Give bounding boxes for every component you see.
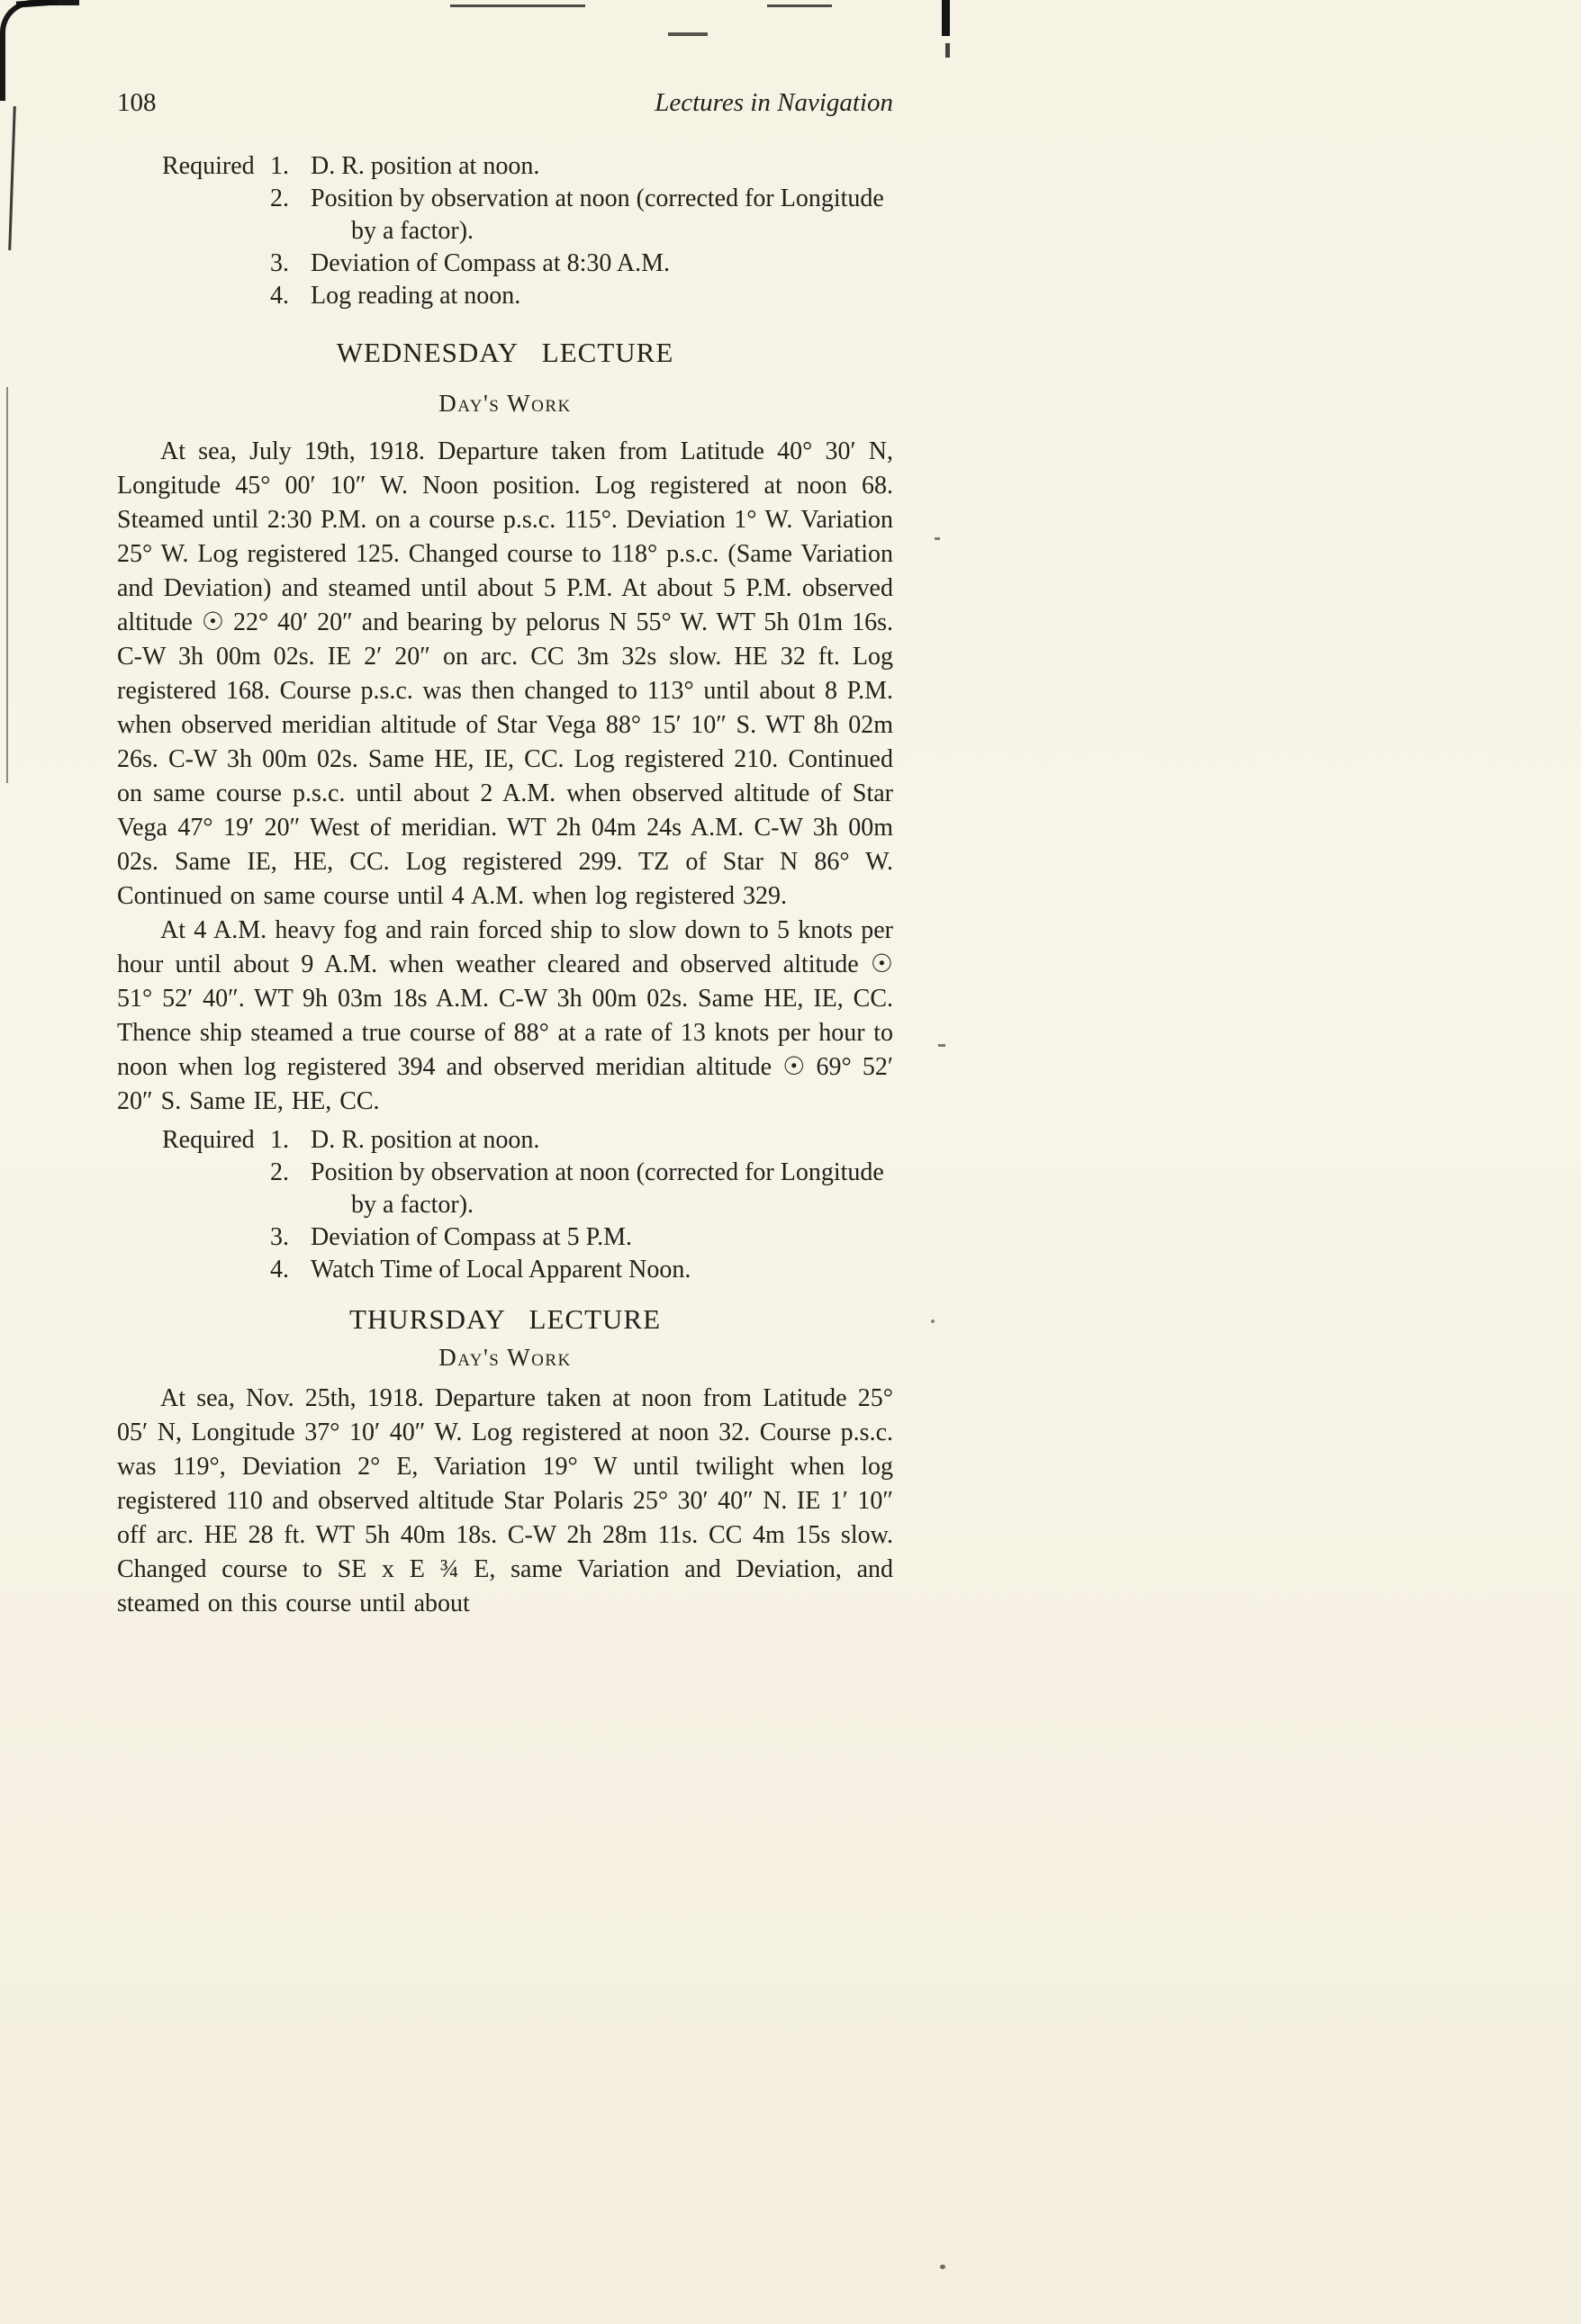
required-item: [270, 1124, 893, 1157]
required-item-number: 3.: [270, 1223, 289, 1251]
required-block-1: [117, 150, 893, 312]
scan-artifact-right-bar: [942, 0, 950, 36]
required-item-text: Watch Time of Local Apparent Noon.: [311, 1256, 691, 1284]
required-label: Required: [162, 152, 255, 180]
required-item-number: 1.: [270, 1126, 289, 1154]
required-item-number: 2.: [270, 185, 289, 212]
required-item: [270, 280, 893, 312]
required-item-text: D. R. position at noon.: [311, 152, 540, 180]
thursday-days-work-subheading: Day's Work: [438, 1344, 572, 1371]
required-item-text: Deviation of Compass at 5 P.M.: [311, 1223, 632, 1251]
running-header-title: Lectures in Navigation: [655, 88, 893, 117]
required-item-number: 4.: [270, 1256, 289, 1284]
scan-artifact-speck: [938, 1044, 945, 1047]
required-block-2: [117, 1124, 893, 1286]
thursday-paragraph-1: At sea, Nov. 25th, 1918. Departure taken at noon from Latitude 25° 05′ N, Longitude 37° 10′ 40″ W. Log registered at noon 32. Course p.s.c. was 119°, Deviation 2° E, Variation 19° W until twilight when log registered 110 and observed altitude Star Polaris 25° 30′ 40″ N. IE 1′ 10″ off arc. HE 28 ft. WT 5h 40m 18s. C-W 2h 28m 11s. CC 4m 15s slow. Changed course to SE x E ¾ E, same Variation and Deviation, and steamed on this course until about: [117, 1384, 893, 1617]
page-number: 108: [117, 88, 157, 117]
scan-artifact-top-dash: [767, 5, 832, 7]
required-item-text: D. R. position at noon.: [311, 1126, 540, 1154]
required-list: [270, 1124, 893, 1286]
page-content: [117, 86, 893, 1621]
scan-artifact-left-line: [8, 106, 16, 250]
scan-artifact-speck: [940, 2265, 945, 2269]
scan-artifact-corner: [0, 0, 79, 101]
required-item-text: Position by observation at noon (corrected for Longitude by a factor).: [311, 1158, 884, 1219]
required-item-number: 2.: [270, 1158, 289, 1186]
required-item: [270, 1157, 893, 1221]
required-label: Required: [162, 1126, 255, 1154]
required-list: [270, 150, 893, 312]
required-item-number: 3.: [270, 249, 289, 277]
wednesday-lecture-section: [117, 336, 893, 1119]
thursday-lecture-heading: THURSDAY LECTURE: [348, 1303, 662, 1335]
required-item: [270, 183, 893, 248]
required-item: [270, 1221, 893, 1254]
required-item: [270, 1254, 893, 1286]
scan-artifact-left-line: [6, 387, 8, 783]
scan-artifact-top-dash: [668, 32, 708, 36]
scan-artifact-speck: [931, 1320, 935, 1323]
wednesday-days-work-subheading: Day's Work: [438, 390, 572, 417]
scan-artifact-speck: [935, 537, 940, 540]
thursday-lecture-section: [117, 1302, 893, 1621]
scan-artifact-right-tick: [945, 43, 950, 58]
required-item: [270, 150, 893, 183]
required-item-text: Position by observation at noon (corrected for Longitude by a factor).: [311, 185, 884, 245]
wednesday-paragraph-2: At 4 A.M. heavy fog and rain forced ship to slow down to 5 knots per hour until about 9 A.M. when weather cleared and observed altitude ☉ 51° 52′ 40″. WT 9h 03m 18s A.M. C-W 3h 00m 02s. Same HE, IE, CC. Thence ship steamed a true course of 88° at a rate of 13 knots per hour to noon when log registered 394 and observed meridian altitude ☉ 69° 52′ 20″ S. Same IE, HE, CC.: [117, 916, 893, 1115]
wednesday-lecture-heading: WEDNESDAY LECTURE: [336, 337, 674, 368]
required-item-text: Log reading at noon.: [311, 282, 521, 310]
running-head: [117, 86, 893, 120]
required-item-number: 4.: [270, 282, 289, 310]
required-item-text: Deviation of Compass at 8:30 A.M.: [311, 249, 670, 277]
wednesday-paragraph-1: At sea, July 19th, 1918. Departure taken from Latitude 40° 30′ N, Longitude 45° 00′ 10″ W. Noon position. Log registered at noon 68. Steamed until 2:30 P.M. on a course p.s.c. 115°. Deviation 1° W. Variation 25° W. Log registered 125. Changed course to 118° p.s.c. (Same Variation and Deviation) and steamed until about 5 P.M. At about 5 P.M. observed altitude ☉ 22° 40′ 20″ and bearing by pelorus N 55° W. WT 5h 01m 16s. C-W 3h 00m 02s. IE 2′ 20″ on arc. CC 3m 32s slow. HE 32 ft. Log registered 168. Course p.s.c. was then changed to 113° until about 8 P.M. when observed meridian altitude of Star Vega 88° 15′ 10″ S. WT 8h 02m 26s. C-W 3h 00m 02s. Same HE, IE, CC. Log registered 210. Continued on same course p.s.c. until about 2 A.M. when observed altitude of Star Vega 47° 19′ 20″ West of meridian. WT 2h 04m 24s A.M. C-W 3h 00m 02s. Same IE, HE, CC. Log registered 299. TZ of Star N 86° W. Continued on same course until 4 A.M. when log registered 329.: [117, 437, 893, 910]
required-item: [270, 248, 893, 280]
required-item-number: 1.: [270, 152, 289, 180]
scan-artifact-top-dash: [450, 5, 585, 7]
